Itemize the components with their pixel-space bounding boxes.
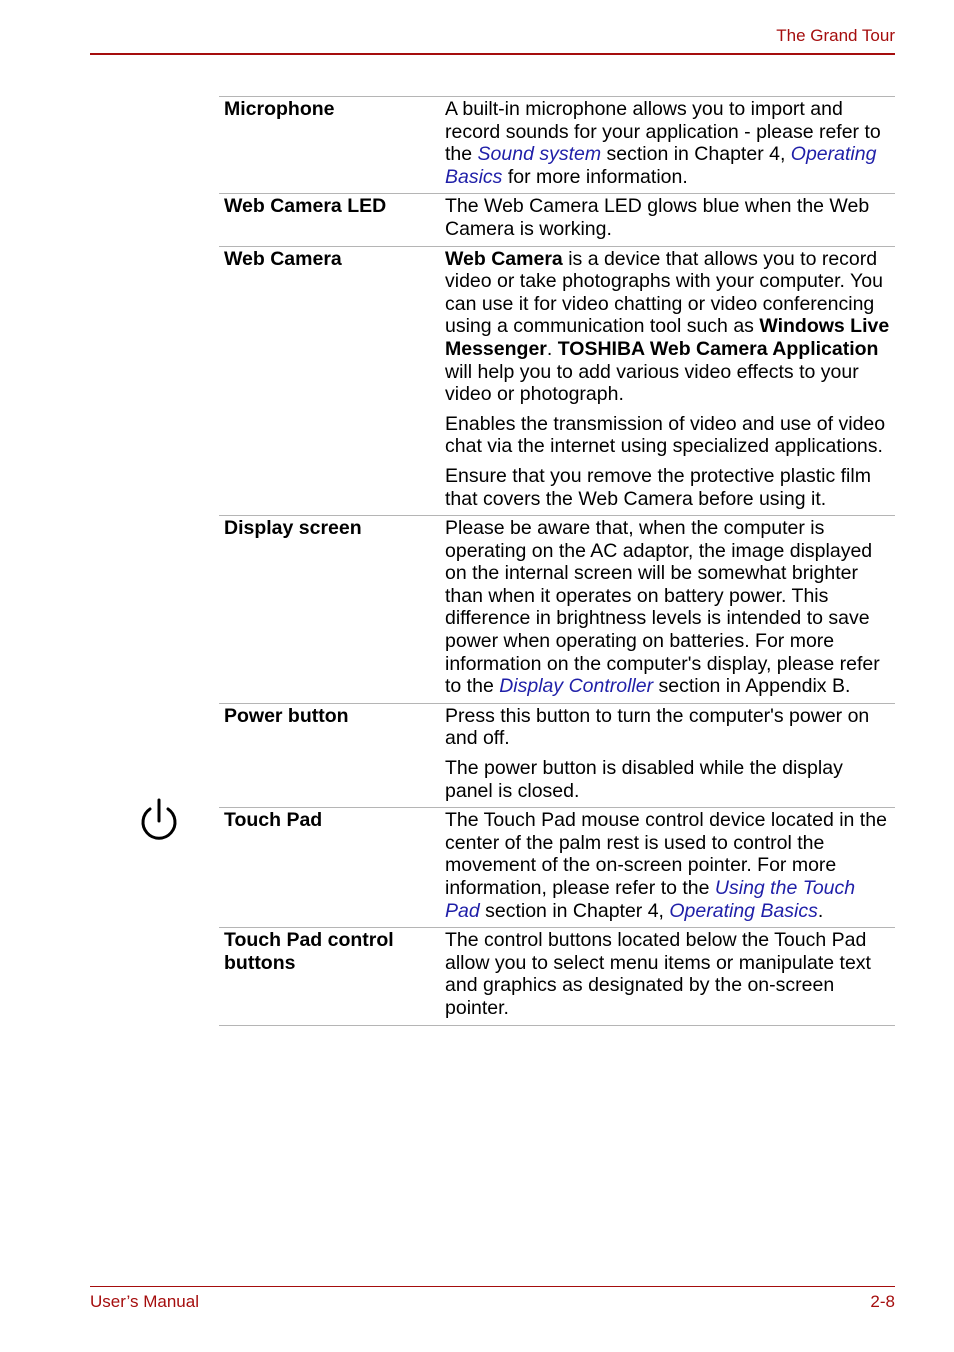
table-row-power [219, 704, 895, 808]
desc-text: is a device that allows you to record video or take photographs with your computer. You can use it for video chatting or video conferencing using a communication tool such as [445, 247, 883, 338]
table-row-touchpad [219, 808, 895, 928]
desc-text: A built-in microphone allows you to import and record sounds for your application - please refer to the [445, 98, 881, 166]
desc-touchpad [445, 809, 895, 922]
table-row-webcam [219, 247, 895, 517]
term-touchpad-buttons: Touch Pad control buttons [224, 929, 394, 974]
bold-text: TOSHIBA Web Camera Application [557, 337, 879, 360]
desc-text: . [546, 337, 558, 360]
running-header: The Grand Tour [776, 26, 895, 45]
footer-rule [90, 1286, 895, 1287]
desc-text: section in Chapter 4, [601, 143, 791, 166]
desc-text: section in Appendix B. [653, 675, 851, 698]
desc-touchpad-buttons [445, 929, 895, 1019]
page-number: 2-8 [870, 1292, 895, 1311]
desc-microphone [445, 98, 895, 188]
link-using-touch-pad[interactable]: Using the Touch Pad [445, 877, 856, 922]
desc-text: The Touch Pad mouse control device located in the center of the palm rest is used to control the movement of the on-screen pointer. For more information, please refer to the [445, 809, 887, 899]
desc-text: The Web Camera LED glows blue when the Web Camera is working. [445, 195, 870, 240]
desc-text: . [817, 899, 824, 922]
desc-text: Press this button to turn the computer's power on and off. [445, 704, 870, 750]
term-touchpad: Touch Pad [224, 809, 323, 832]
desc-display [445, 517, 895, 698]
term-webcam-led: Web Camera LED [224, 195, 387, 218]
desc-text: The power button is disabled while the display panel is closed. [445, 757, 843, 802]
link-sound-system[interactable]: Sound system [477, 143, 602, 166]
desc-text: Ensure that you remove the protective plastic film that covers the Web Camera before using it. [445, 464, 871, 510]
bold-text: Windows Live Messenger [445, 315, 890, 360]
spec-table [219, 96, 895, 1026]
bold-text: Web Camera [445, 247, 563, 270]
desc-text: The control buttons located below the Touch Pad allow you to select menu items or manipulate text and graphics as designated by the on-screen pointer. [445, 929, 871, 1019]
link-display-controller[interactable]: Display Controller [499, 675, 654, 698]
desc-webcam [445, 248, 895, 511]
desc-text: section in Chapter 4, [479, 899, 670, 922]
footer-manual-title: User’s Manual [90, 1292, 199, 1311]
desc-text: Enables the transmission of video and use of video chat via the internet using specialized applications. [445, 412, 886, 458]
link-operating-basics[interactable]: Operating Basics [669, 899, 818, 922]
desc-webcam-led [445, 195, 895, 240]
table-row-display [219, 516, 895, 704]
desc-text: Please be aware that, when the computer is operating on the AC adaptor, the image displayed on the internal screen will be somewhat brighter than when it operates on battery power. This difference in brightness levels is intended to save power when operating on batteries. For more information on the computer's display, please refer to the [445, 517, 880, 698]
desc-power [445, 705, 895, 802]
term-webcam: Web Camera [224, 247, 342, 270]
desc-text: will help you to add various video effects to your video or photograph. [445, 360, 859, 406]
table-row-touchpad-buttons [219, 928, 895, 1025]
table-row-microphone [219, 97, 895, 194]
power-icon [139, 797, 179, 843]
header-rule [90, 53, 895, 55]
term-microphone: Microphone [224, 98, 335, 120]
table-row-webcam-led [219, 194, 895, 246]
desc-text: for more information. [502, 165, 688, 188]
term-display: Display screen [224, 517, 362, 540]
term-power: Power button [224, 704, 349, 727]
link-operating-basics[interactable]: Operating Basics [445, 143, 877, 188]
